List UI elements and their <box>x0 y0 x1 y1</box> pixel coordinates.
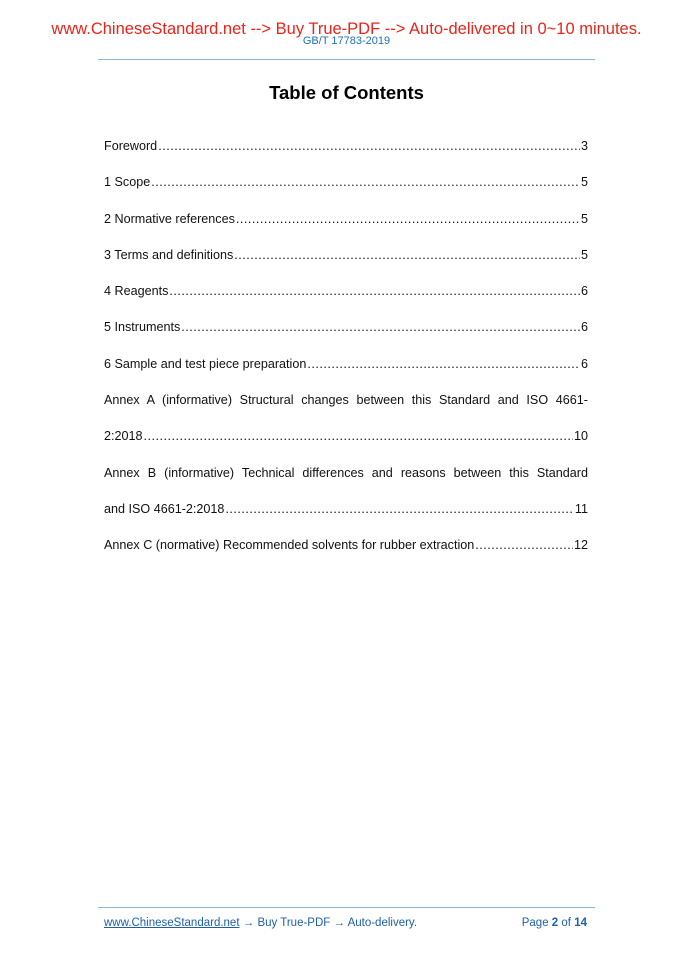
toc-entry-page: 11 <box>574 501 588 516</box>
toc-entry-terms-definitions[interactable] <box>104 247 588 283</box>
toc-entry-label: Annex C (normative) Recommended solvents for rubber extraction <box>104 538 475 553</box>
dot-leader <box>158 138 580 154</box>
page-total: 14 <box>574 917 587 929</box>
toc-entry-label: and ISO 4661-2:2018 <box>104 501 225 516</box>
promo-banner[interactable]: www.ChineseStandard.net --> Buy True-PDF --> Auto-delivered in 0~10 minutes. <box>51 20 642 38</box>
toc-entry-page: 3 <box>580 139 588 153</box>
toc-entry-page: 6 <box>580 284 588 299</box>
table-of-contents <box>104 138 588 574</box>
footer-divider <box>98 907 595 908</box>
toc-entry-label: 1 Scope <box>104 175 151 190</box>
toc-entry-label: 4 Reagents <box>104 284 169 299</box>
toc-entry-scope[interactable] <box>104 174 588 210</box>
toc-entry-page: 5 <box>580 211 588 226</box>
dot-leader <box>181 319 580 335</box>
toc-entry-label: Annex B (informative) Technical differences and reasons between this Standard <box>104 465 588 480</box>
dot-leader <box>234 247 580 263</box>
toc-entry-foreword[interactable] <box>104 138 588 174</box>
page-word: Page <box>521 917 549 929</box>
toc-entry-label: Foreword <box>104 139 158 153</box>
toc-entry-annex-b-line1[interactable] <box>104 465 588 501</box>
toc-entry-label: 2:2018 <box>104 429 143 444</box>
toc-entry-page: 5 <box>580 175 588 190</box>
toc-entry-label: 5 Instruments <box>104 320 181 335</box>
dot-leader <box>236 211 580 227</box>
standard-code: GB/T 17783-2019 <box>302 35 391 47</box>
dot-leader <box>169 283 580 299</box>
toc-entry-reagents[interactable] <box>104 283 588 319</box>
dot-leader <box>151 174 580 190</box>
header-divider <box>98 59 595 60</box>
toc-entry-page: 6 <box>580 356 588 371</box>
auto-delivery-text: Auto-delivery. <box>347 917 418 929</box>
toc-entry-sample-preparation[interactable] <box>104 356 588 392</box>
toc-entry-instruments[interactable] <box>104 319 588 355</box>
toc-entry-label: Annex A (informative) Structural changes between this Standard and ISO 4661- <box>104 393 588 408</box>
toc-entry-normative-references[interactable] <box>104 211 588 247</box>
toc-entry-label: 6 Sample and test piece preparation <box>104 356 307 371</box>
dot-leader <box>307 356 580 372</box>
toc-entry-page: 12 <box>573 538 588 553</box>
dot-leader <box>225 501 573 517</box>
buy-true-pdf-link[interactable]: Buy True-PDF <box>257 917 331 929</box>
dot-leader <box>475 537 573 553</box>
toc-entry-label: 3 Terms and definitions <box>104 247 234 262</box>
arrow-right-icon: → <box>333 917 345 929</box>
toc-entry-page: 5 <box>580 247 588 262</box>
toc-entry-page: 6 <box>580 320 588 335</box>
page-of: of <box>561 917 571 929</box>
page-indicator <box>522 916 587 930</box>
toc-entry-annex-c[interactable] <box>104 537 588 573</box>
toc-entry-page: 10 <box>573 429 588 444</box>
toc-entry-annex-a[interactable] <box>104 428 588 464</box>
site-link[interactable]: www.ChineseStandard.net <box>104 917 240 929</box>
toc-entry-annex-a-line1[interactable] <box>104 392 588 428</box>
dot-leader <box>144 428 573 444</box>
toc-entry-annex-b[interactable] <box>104 501 588 537</box>
page-title: Table of Contents <box>269 82 424 103</box>
page-current: 2 <box>551 917 559 929</box>
footer <box>104 916 587 930</box>
toc-entry-label: 2 Normative references <box>104 211 235 226</box>
arrow-right-icon: → <box>242 917 255 929</box>
